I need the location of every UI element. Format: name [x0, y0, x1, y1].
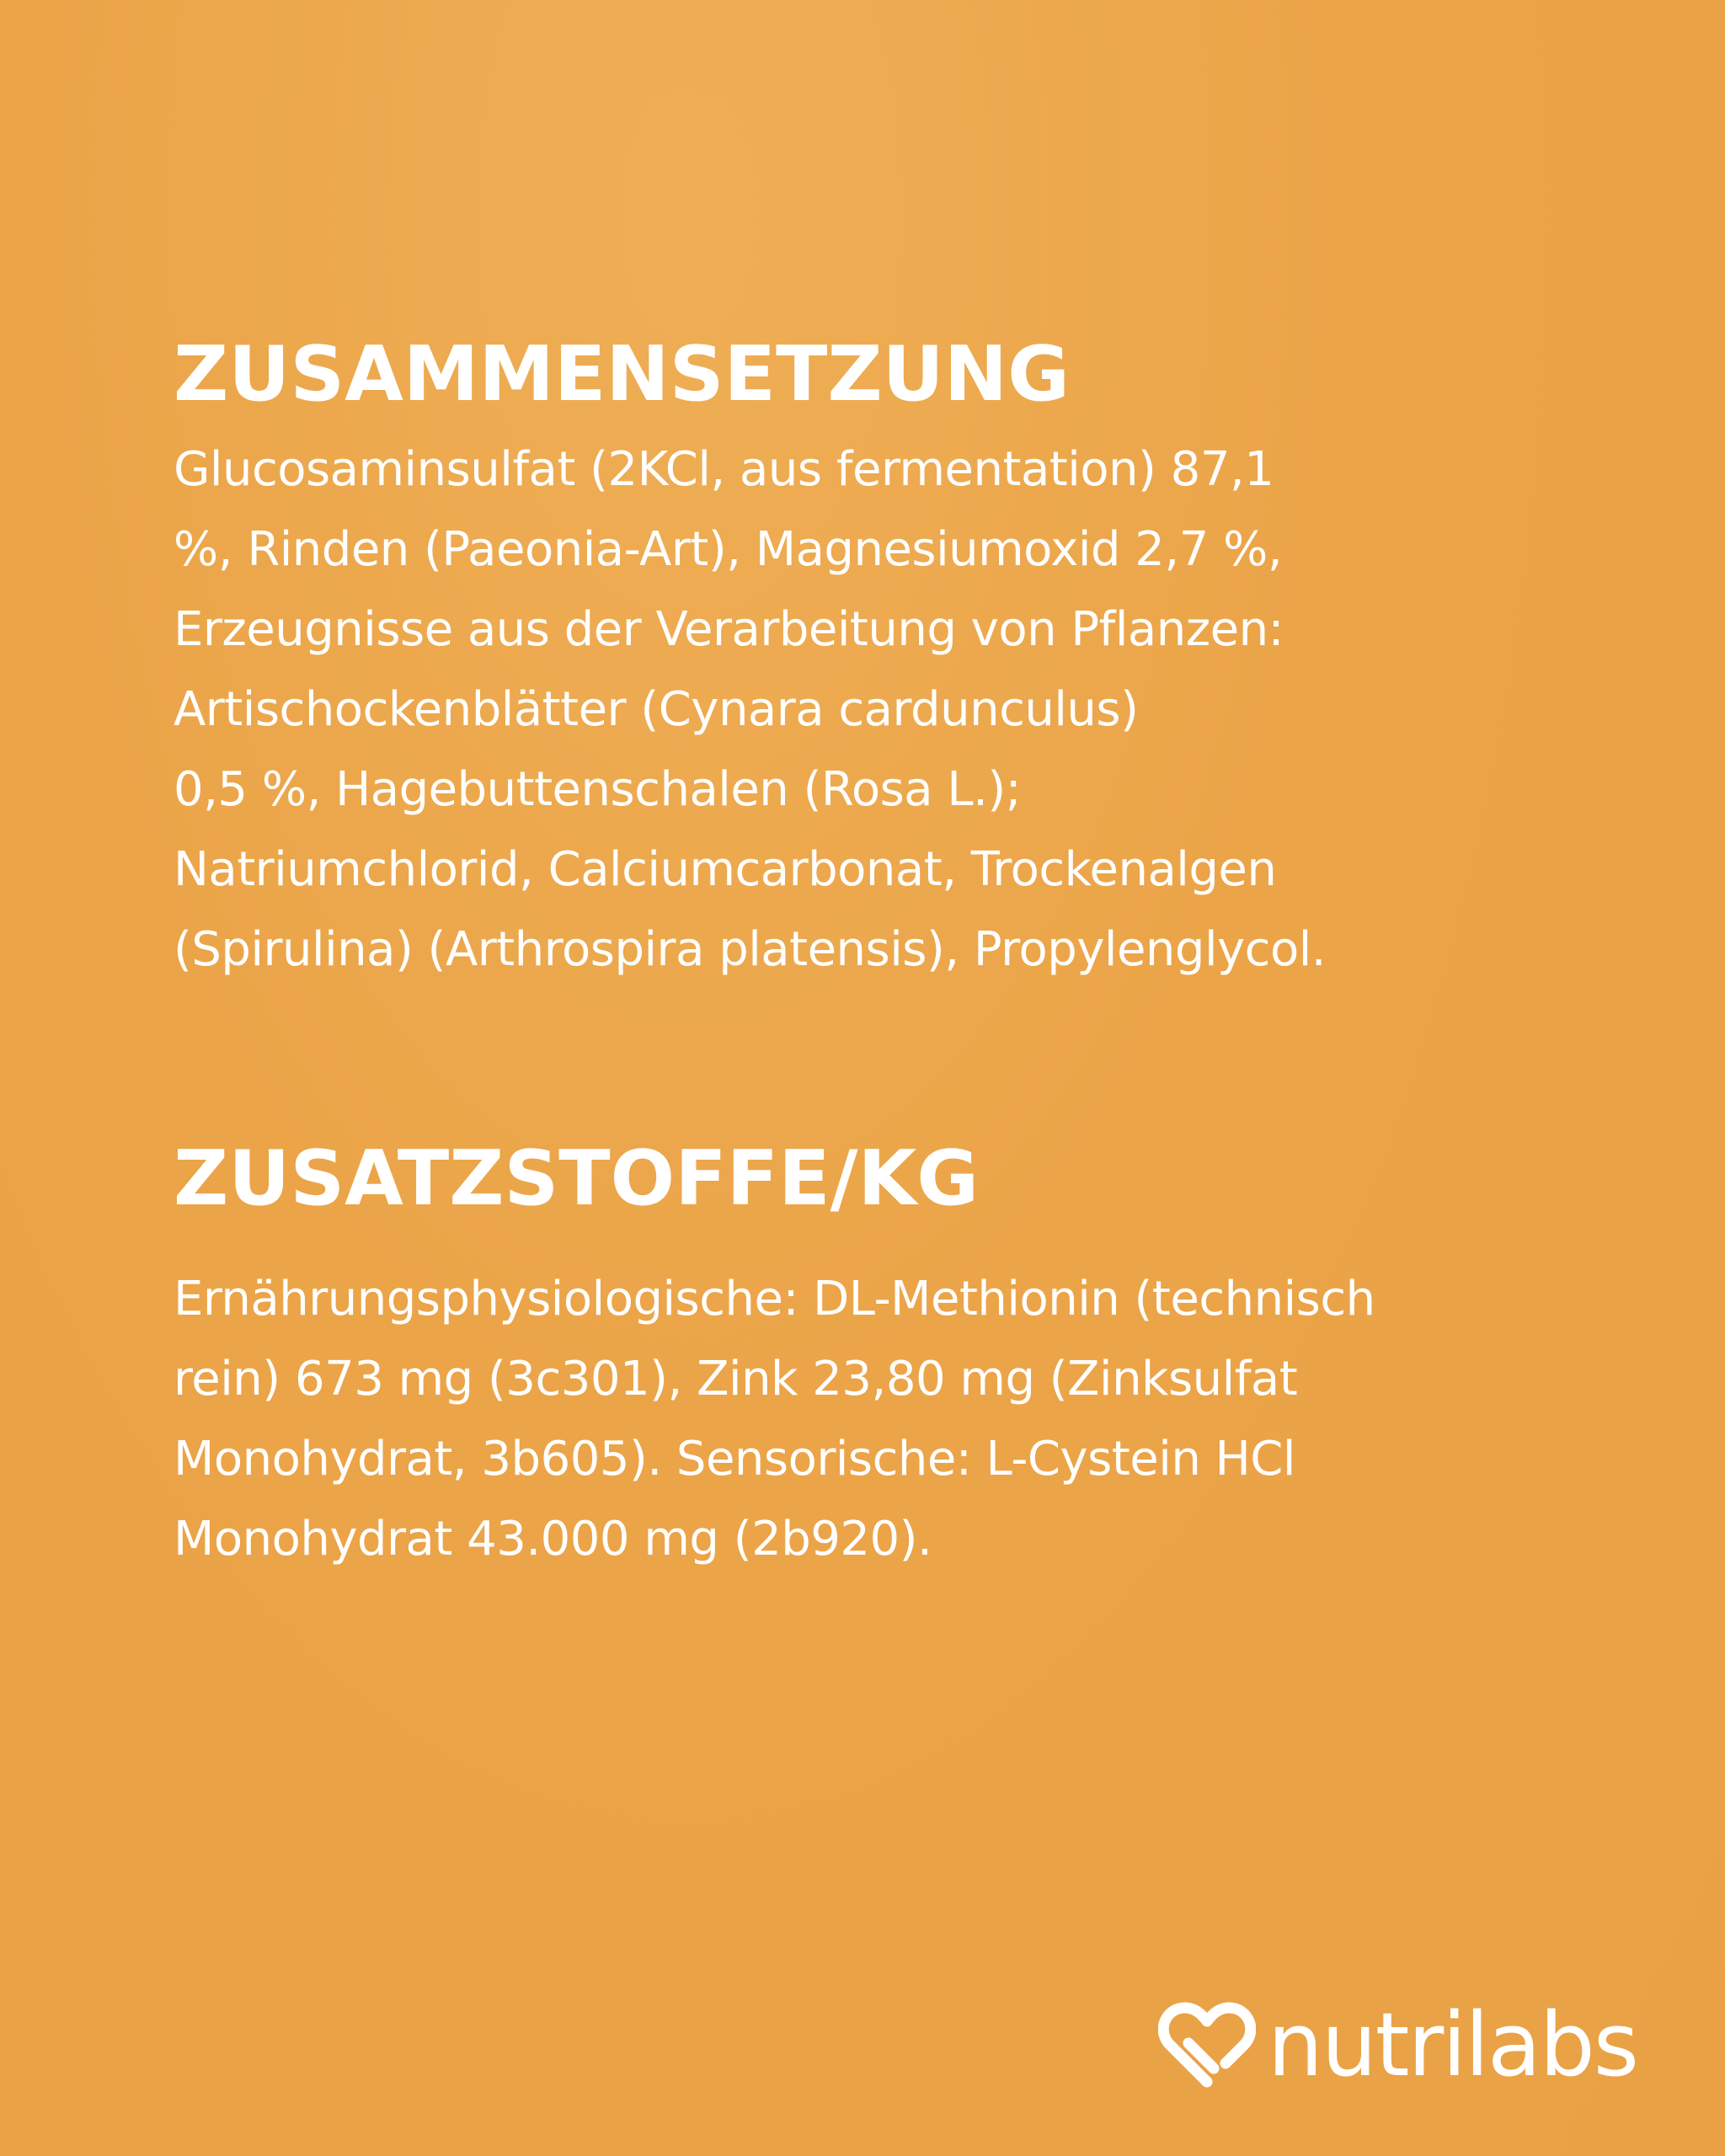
additives-line: Monohydrat, 3b605). Sensorische: L-Cystein HCl — [174, 1432, 1295, 1486]
composition-text — [174, 430, 1555, 990]
composition-line: Natriumchlorid, Calciumcarbonat, Trockenalgen — [174, 842, 1277, 897]
composition-line: Erzeugnisse aus der Verarbeitung von Pflanzen: — [174, 602, 1284, 657]
composition-line: (Spirulina) (Arthrospira platensis), Propylenglycol. — [174, 922, 1327, 977]
additives-text — [174, 1259, 1555, 1579]
additives-line: Ernährungsphysiologische: DL-Methionin (technisch — [174, 1272, 1375, 1326]
additives-heading: ZUSATZSTOFFE/KG — [174, 1134, 980, 1223]
brand-logo — [1158, 1994, 1637, 2095]
heart-logo-icon — [1158, 1999, 1256, 2090]
composition-heading: ZUSAMMENSETZUNG — [174, 330, 1070, 419]
brand-name: nutrilabs — [1267, 1993, 1637, 2096]
composition-section — [174, 330, 1555, 990]
additives-line: rein) 673 mg (3c301), Zink 23,80 mg (Zinksulfat — [174, 1352, 1298, 1406]
composition-line: %, Rinden (Paeonia-Art), Magnesiumoxid 2,7 %, — [174, 522, 1283, 577]
additives-section — [174, 1134, 1555, 1579]
composition-line: Artischockenblätter (Cynara cardunculus) — [174, 682, 1139, 737]
additives-line: Monohydrat 43.000 mg (2b920). — [174, 1512, 932, 1566]
composition-line: Glucosaminsulfat (2KCl, aus fermentation) 87,1 — [174, 442, 1274, 497]
composition-line: 0,5 %, Hagebuttenschalen (Rosa L.); — [174, 762, 1022, 817]
